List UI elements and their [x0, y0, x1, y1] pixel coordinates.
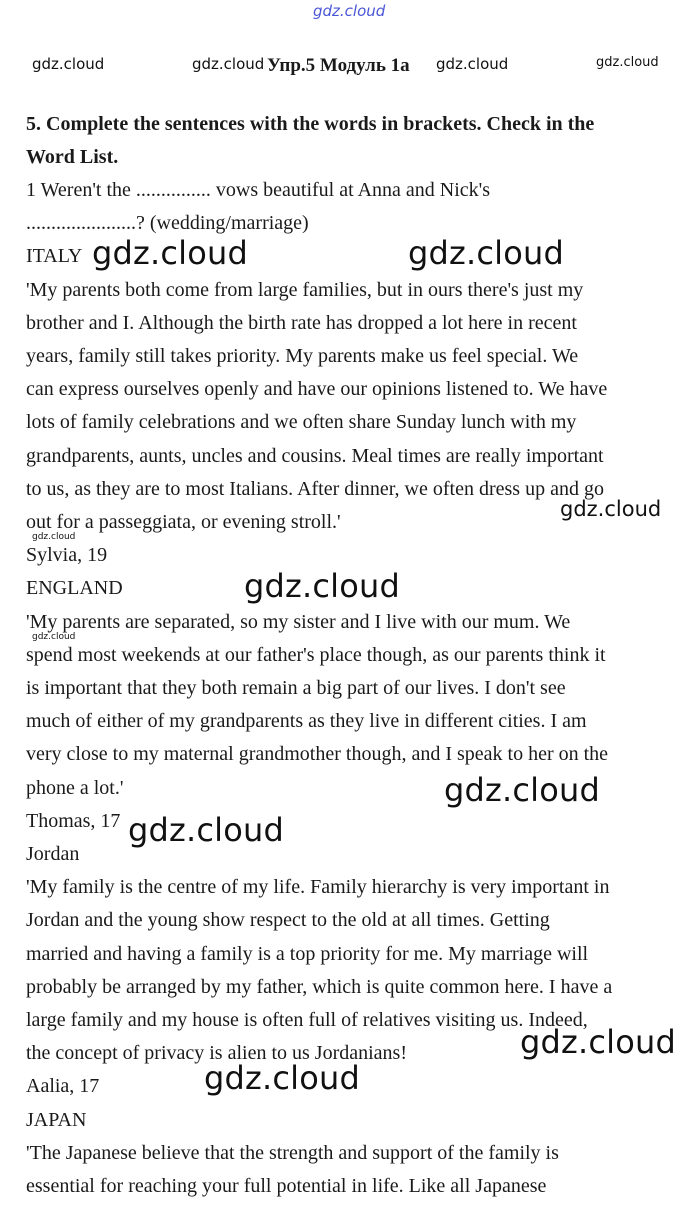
author-line: Aalia, 17 — [26, 1075, 100, 1098]
text-line: can express ourselves openly and have our opinions listened to. We have — [26, 378, 608, 401]
text-line: spend most weekends at our father's place though, as our parents think it — [26, 643, 606, 666]
text-line: is important that they both remain a big part of our lives. I don't see — [26, 677, 566, 700]
text-line: ......................? (wedding/marriage) — [26, 212, 309, 235]
text-line: large family and my house is often full of relatives visiting us. Indeed, — [26, 1009, 588, 1032]
text-line: out for a passeggiata, or evening stroll.' — [26, 511, 341, 534]
watermark-italy-1: gdz.cloud — [92, 234, 249, 272]
text-line: the concept of privacy is alien to us Jordanians! — [26, 1042, 407, 1065]
text-line: essential for reaching your full potential in life. Like all Japanese — [26, 1175, 547, 1198]
watermark-jordanians: gdz.cloud — [520, 1023, 677, 1061]
task-heading-line-1: 5. Complete the sentences with the words in brackets. Check in the — [26, 113, 595, 135]
text-line: 1 Weren't the ............... vows beautiful at Anna and Nick's — [26, 179, 491, 201]
text-line: married and having a family is a top priority for me. My marriage will — [26, 942, 589, 965]
text-line: grandparents, aunts, uncles and cousins. Meal times are really important — [26, 444, 604, 467]
watermark-italy-2: gdz.cloud — [408, 234, 565, 272]
watermark-spend-small: gdz.cloud — [32, 632, 76, 642]
exercise-title: Упр.5 Модуль 1а — [267, 55, 410, 76]
text-line: 'My parents are separated, so my sister and I live with our mum. We — [26, 610, 571, 633]
text-line: phone a lot.' — [26, 776, 124, 799]
watermark-header-after: gdz.cloud — [436, 55, 509, 73]
country-heading: ENGLAND — [26, 577, 123, 600]
text-line: Jordan and the young show respect to the old at all times. Getting — [26, 909, 550, 932]
text-line: lots of family celebrations and we often share Sunday lunch with my — [26, 411, 577, 434]
text-line: years, family still takes priority. My parents make us feel special. We — [26, 345, 579, 368]
watermark-phone: gdz.cloud — [444, 771, 601, 809]
watermark-header-left: gdz.cloud — [32, 55, 105, 73]
country-heading: Jordan — [26, 843, 80, 866]
country-heading: ITALY — [26, 245, 83, 268]
watermark-thomas: gdz.cloud — [128, 811, 285, 849]
watermark-stroll: gdz.cloud — [560, 497, 662, 521]
watermark-england: gdz.cloud — [244, 567, 401, 605]
watermark-top[interactable]: gdz.cloud — [313, 2, 386, 20]
watermark-sylvia-small: gdz.cloud — [32, 532, 76, 542]
text-line: much of either of my grandparents as they live in different cities. I am — [26, 710, 587, 733]
text-line: 'The Japanese believe that the strength and support of the family is — [26, 1141, 559, 1164]
text-line: 'My family is the centre of my life. Family hierarchy is very important in — [26, 876, 610, 899]
watermark-header-mid: gdz.cloud — [192, 55, 265, 73]
text-line: very close to my maternal grandmother though, and I speak to her on the — [26, 743, 609, 766]
text-line: to us, as they are to most Italians. After dinner, we often dress up and go — [26, 477, 604, 500]
watermark-header-right: gdz.cloud — [596, 55, 659, 70]
country-heading: JAPAN — [26, 1108, 87, 1131]
author-line: Sylvia, 19 — [26, 544, 108, 567]
author-line: Thomas, 17 — [26, 809, 121, 832]
text-line: brother and I. Although the birth rate has dropped a lot here in recent — [26, 311, 577, 334]
task-heading-line-2: Word List. — [26, 146, 119, 168]
watermark-aalia: gdz.cloud — [204, 1059, 361, 1097]
text-line: 'My parents both come from large families, but in ours there's just my — [26, 278, 584, 301]
text-line: probably be arranged by my father, which is quite common here. I have a — [26, 975, 613, 998]
